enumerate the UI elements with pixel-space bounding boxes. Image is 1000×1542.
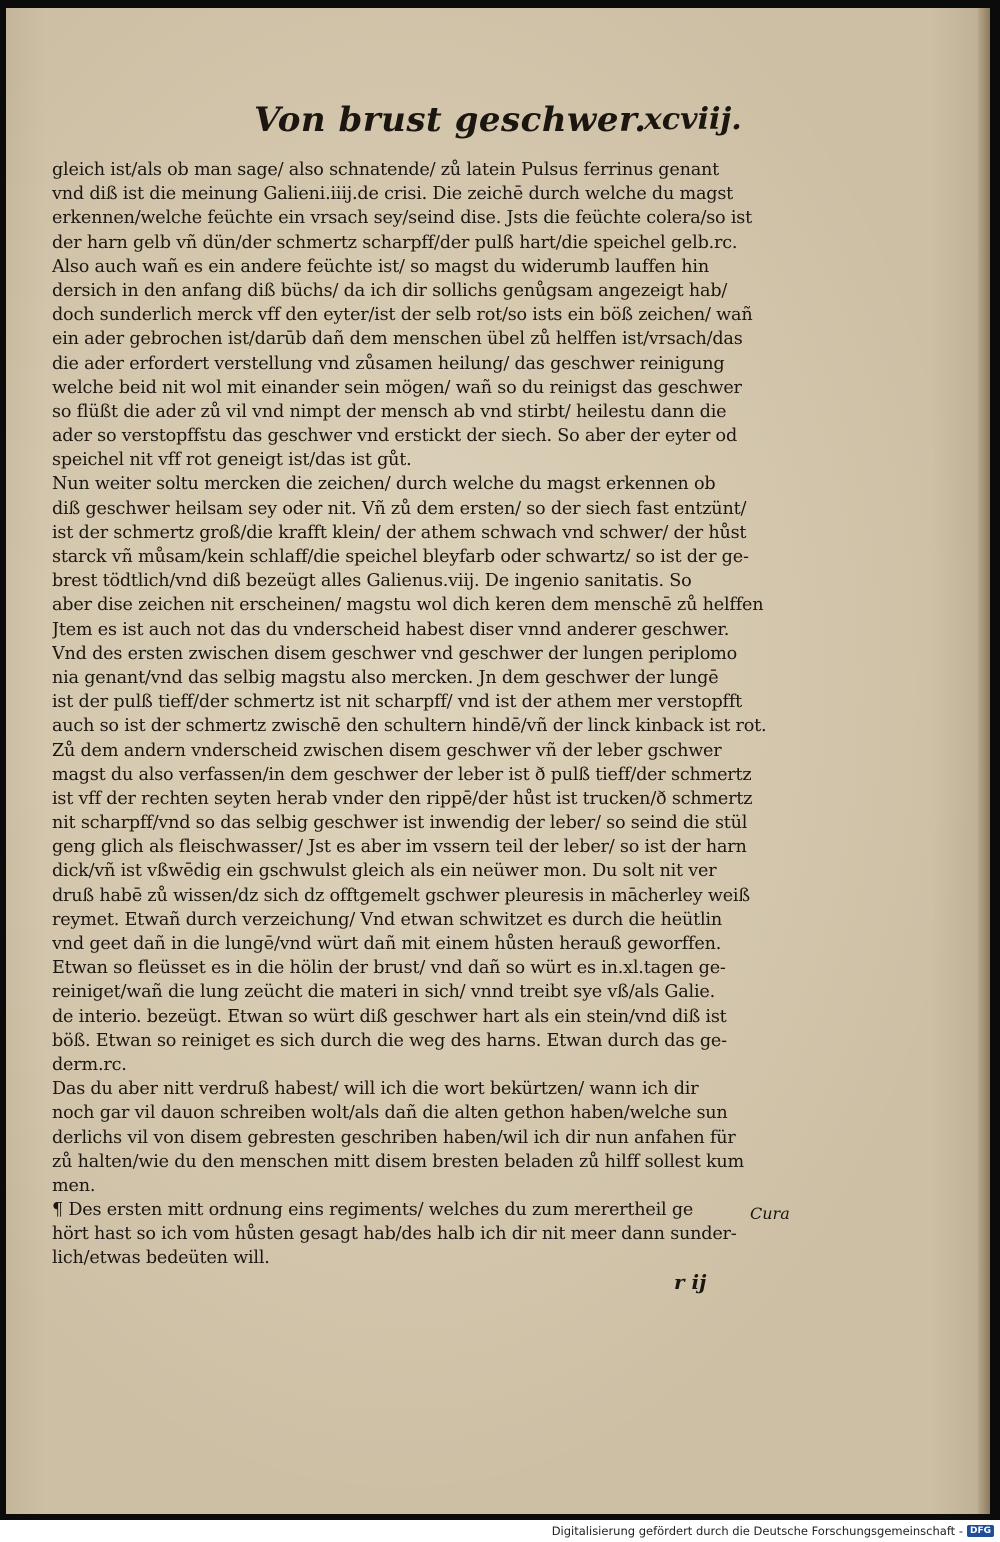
text-line: aber dise zeichen nit erscheinen/ magstu wol dich keren dem menschē zů helffen (52, 595, 764, 616)
text-line: Nun weiter soltu mercken die zeichen/ durch welche du magst erkennen ob (52, 474, 716, 495)
book-page (6, 8, 990, 1514)
text-line: gleich ist/als ob man sage/ also schnatende/ zů latein Pulsus ferrinus genant (52, 160, 719, 180)
text-line: men. (52, 1175, 96, 1196)
text-line: ader so verstopffstu das geschwer vnd erstickt der siech. So aber der eyter od (52, 426, 738, 447)
signature-mark: r ij (674, 1270, 707, 1294)
folio-number: xcviij. (644, 102, 742, 137)
text-line: derm.rc. (52, 1054, 127, 1075)
text-line: Vnd des ersten zwischen disem geschwer vnd geschwer der lungen periplomo (52, 643, 738, 664)
page-header (6, 100, 990, 150)
text-line: zů halten/wie du den menschen mitt disem bresten beladen zů hilff sollest kum (52, 1151, 745, 1172)
text-line: erkennen/welche feüchte ein vrsach sey/seind dise. Jsts die feüchte colera/so ist (52, 208, 752, 229)
text-line: magst du also verfassen/in dem geschwer der leber ist ð pulß tieff/der schmertz (52, 764, 752, 785)
text-line: geng glich als fleischwasser/ Jst es aber im vssern teil der leber/ so ist der harn (52, 837, 747, 858)
text-line: Also auch wañ es ein andere feüchte ist/ so magst du widerumb lauffen hin (52, 256, 709, 277)
text-line: die ader erfordert verstellung vnd zůsamen heilung/ das geschwer reinigung (52, 353, 725, 374)
text-line: ein ader gebrochen ist/darūb dañ dem menschen übel zů helffen ist/vrsach/das (52, 329, 743, 350)
text-line: Das du aber nitt verdruß habest/ will ich die wort bekürtzen/ wann ich dir (52, 1079, 699, 1100)
text-line: ist der schmertz groß/die krafft klein/ der athem schwach vnd schwer/ der hůst (52, 522, 747, 543)
text-line: auch so ist der schmertz zwischē den schultern hindē/vñ der linck kinback ist rot. (52, 716, 767, 737)
text-line: hört hast so ich vom hůsten gesagt hab/des halb ich dir nit meer dann sunder- (52, 1224, 737, 1245)
text-line: so flüßt die ader zů vil vnd nimpt der mensch ab vnd stirbt/ heilestu dann die (52, 401, 727, 422)
margin-note: Cura (750, 1204, 790, 1223)
text-line: reymet. Etwañ durch verzeichung/ Vnd etwan schwitzet es durch die heütlin (52, 909, 722, 930)
text-line: der harn gelb vñ dün/der schmertz scharpff/der pulß hart/die speichel gelb.rc. (52, 232, 738, 253)
text-line: vnd geet dañ in die lungē/vnd würt dañ mit einem hůsten herauß geworffen. (52, 934, 722, 954)
text-line: vnd diß ist die meinung Galieni.iiij.de crisi. Die zeichē durch welche du magst (52, 184, 734, 205)
credit-text: Digitalisierung gefördert durch die Deutsche Forschungsgemeinschaft - (551, 1524, 963, 1538)
text-line: nia genant/vnd das selbig magstu also mercken. Jn dem geschwer der lungē (52, 667, 719, 688)
dfg-logo: DFG (967, 1525, 994, 1537)
text-line: dersich in den anfang diß büchs/ da ich dir sollichs genůgsam angezeigt hab/ (52, 280, 728, 301)
text-line: ¶ Des ersten mitt ordnung eins regiments/ welches du zum merertheil ge (52, 1200, 694, 1221)
text-line: reiniget/wañ die lung zeücht die materi in sich/ vnnd treibt sye vß/als Galie. (52, 982, 715, 1003)
text-line: dick/vñ ist vßwēdig ein gschwulst gleich als ein neüwer mon. Du solt nit ver (52, 861, 717, 882)
running-title: Von brust geschwer. (254, 100, 647, 140)
text-line: Jtem es ist auch not das du vnderscheid habest diser vnnd anderer geschwer. (52, 619, 730, 640)
text-line: nit scharpff/vnd so das selbig geschwer ist inwendig der leber/ so seind die stül (52, 813, 748, 834)
text-line: starck vñ můsam/kein schlaff/die speichel bleyfarb oder schwartz/ so ist der ge- (52, 547, 749, 567)
body-text (52, 158, 768, 1271)
text-line: noch gar vil dauon schreiben wolt/als dañ die alten gethon haben/welche sun (52, 1103, 728, 1124)
text-line: de interio. bezeügt. Etwan so würt diß geschwer hart als ein stein/vnd diß ist (52, 1006, 727, 1027)
text-line: Etwan so fleüsset es in die hölin der brust/ vnd dañ so würt es in.xl.tagen ge- (52, 958, 726, 979)
digitization-credit (552, 1524, 994, 1538)
text-line: ist vff der rechten seyten herab vnder den rippē/der hůst ist trucken/ð schmertz (52, 788, 753, 809)
text-line: brest tödtlich/vnd diß bezeügt alles Galienus.viij. De ingenio sanitatis. So (52, 571, 692, 592)
text-line: diß geschwer heilsam sey oder nit. Vñ zů dem ersten/ so der siech fast entzünt/ (52, 498, 747, 519)
text-line: speichel nit vff rot geneigt ist/das ist gůt. (52, 450, 412, 471)
text-line: ist der pulß tieff/der schmertz ist nit scharpff/ vnd ist der athem mer verstopfft (52, 692, 743, 713)
text-line: Zů dem andern vnderscheid zwischen disem geschwer vñ der leber gschwer (52, 740, 722, 761)
text-line: lich/etwas bedeüten will. (52, 1248, 270, 1269)
text-line: druß habē zů wissen/dz sich dz offtgemelt gschwer pleuresis in mācherley weiß (52, 885, 750, 906)
text-line: böß. Etwan so reiniget es sich durch die weg des harns. Etwan durch das ge- (52, 1030, 727, 1051)
page-fold-shadow (978, 8, 990, 1514)
text-line: doch sunderlich merck vff den eyter/ist der selb rot/so ists ein böß zeichen/ wañ (52, 305, 753, 326)
text-line: welche beid nit wol mit einander sein mögen/ wañ so du reinigst das geschwer (52, 377, 742, 398)
text-line: derlichs vil von disem gebresten geschriben haben/wil ich dir nun anfahen für (52, 1127, 736, 1148)
